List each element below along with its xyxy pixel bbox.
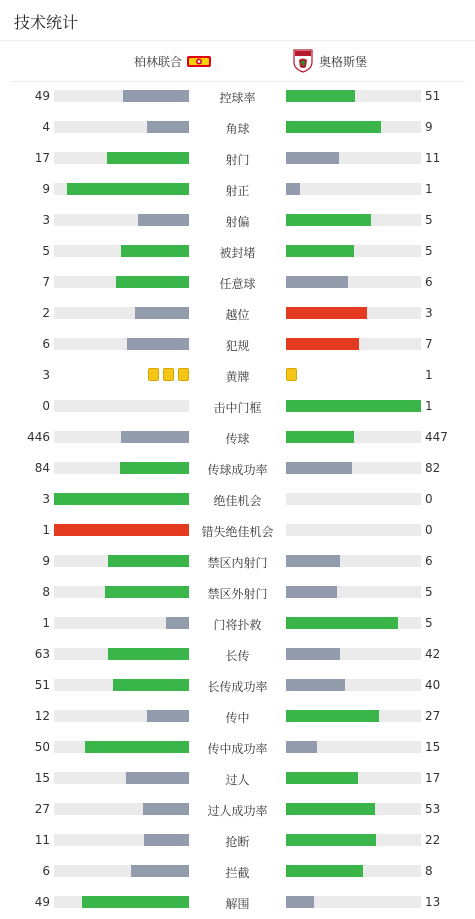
- away-value: 40: [425, 678, 441, 692]
- stat-row: [0, 670, 475, 701]
- stat-row: [0, 484, 475, 515]
- home-bar-track: [54, 617, 189, 629]
- away-bar-track: [286, 617, 421, 629]
- home-value: 11: [34, 833, 50, 847]
- home-bar-fill: [105, 586, 189, 598]
- home-bar-fill: [107, 152, 189, 164]
- away-bar-track: [286, 896, 421, 908]
- away-value: 5: [425, 244, 433, 258]
- away-bar-track: [286, 183, 421, 195]
- home-value: 1: [42, 523, 50, 537]
- away-bar-fill: [286, 276, 348, 288]
- home-value: 3: [42, 492, 50, 506]
- stat-row: [0, 763, 475, 794]
- stat-row: [0, 577, 475, 608]
- away-bar-fill: [286, 586, 337, 598]
- home-value: 446: [27, 430, 50, 444]
- away-value: 1: [425, 368, 433, 382]
- home-bar-fill: [131, 865, 189, 877]
- home-bar-fill: [108, 555, 189, 567]
- away-bar-track: [286, 865, 421, 877]
- away-bar-track: [286, 524, 421, 536]
- home-bar-track: [54, 710, 189, 722]
- home-bar-track: [54, 679, 189, 691]
- home-team-logo-icon: [187, 56, 211, 67]
- away-value: 8: [425, 864, 433, 878]
- home-value: 27: [34, 802, 50, 816]
- home-bar-track: [54, 896, 189, 908]
- home-bar-track: [54, 183, 189, 195]
- home-value: 15: [34, 771, 50, 785]
- away-bar-fill: [286, 555, 340, 567]
- away-bar-fill: [286, 400, 421, 412]
- home-value: 49: [34, 89, 50, 103]
- home-value: 4: [42, 120, 50, 134]
- away-value: 51: [425, 89, 441, 103]
- away-value: 0: [425, 523, 433, 537]
- away-bar-fill: [286, 183, 300, 195]
- home-bar-fill: [135, 307, 189, 319]
- away-bar-track: [286, 276, 421, 288]
- away-value: 1: [425, 182, 433, 196]
- home-bar-fill: [147, 710, 189, 722]
- home-value: 5: [42, 244, 50, 258]
- home-bar-fill: [143, 803, 189, 815]
- away-bar-track: [286, 741, 421, 753]
- home-bar-fill: [166, 617, 189, 629]
- stat-row: [0, 453, 475, 484]
- home-value: 1: [42, 616, 50, 630]
- stat-label: 禁区内射门: [207, 556, 268, 570]
- away-bar-fill: [286, 772, 358, 784]
- home-value: 3: [42, 213, 50, 227]
- away-bar-track: [286, 214, 421, 226]
- stat-label: 传球成功率: [207, 463, 268, 477]
- home-value: 51: [34, 678, 50, 692]
- home-bar-track: [54, 865, 189, 877]
- home-value: 49: [34, 895, 50, 909]
- stat-label: 长传成功率: [207, 680, 268, 694]
- home-bar-track: [54, 431, 189, 443]
- home-bar-track: [54, 555, 189, 567]
- away-value: 3: [425, 306, 433, 320]
- stat-label: 被封堵: [219, 246, 256, 260]
- stat-row: [0, 81, 475, 112]
- stat-row: [0, 391, 475, 422]
- away-bar-fill: [286, 741, 317, 753]
- yellow-card-icon: [163, 368, 174, 381]
- home-value: 8: [42, 585, 50, 599]
- yellow-card-icon: [148, 368, 159, 381]
- home-bar-fill: [113, 679, 189, 691]
- home-bar-track: [54, 586, 189, 598]
- away-bar-fill: [286, 710, 379, 722]
- stat-label: 过人成功率: [207, 804, 268, 818]
- away-bar-track: [286, 834, 421, 846]
- home-team[interactable]: [134, 53, 211, 70]
- home-value: 50: [34, 740, 50, 754]
- away-bar-fill: [286, 679, 345, 691]
- away-bar-fill: [286, 431, 354, 443]
- home-bar-fill: [138, 214, 189, 226]
- stat-row: [0, 205, 475, 236]
- away-bar-fill: [286, 834, 376, 846]
- away-bar-track: [286, 307, 421, 319]
- away-bar-fill: [286, 121, 381, 133]
- away-bar-track: [286, 679, 421, 691]
- away-value: 1: [425, 399, 433, 413]
- stat-row: [0, 515, 475, 546]
- home-team-name: 柏林联合: [133, 55, 182, 69]
- stat-row: [0, 825, 475, 856]
- home-bar-track: [54, 834, 189, 846]
- stat-row: [0, 298, 475, 329]
- away-yellow-cards: [286, 368, 297, 381]
- away-bar-fill: [286, 338, 359, 350]
- home-value: 9: [42, 554, 50, 568]
- home-bar-track: [54, 803, 189, 815]
- away-value: 0: [425, 492, 433, 506]
- stat-row: [0, 856, 475, 887]
- header-bar: [0, 0, 475, 41]
- away-value: 13: [425, 895, 441, 909]
- stat-row: [0, 732, 475, 763]
- away-bar-fill: [286, 245, 354, 257]
- away-bar-track: [286, 462, 421, 474]
- stat-label: 任意球: [219, 277, 256, 291]
- stat-label: 射偏: [225, 215, 250, 229]
- teams-header: [10, 41, 465, 82]
- stat-row: [0, 546, 475, 577]
- stat-row: [0, 360, 475, 391]
- home-value: 6: [42, 337, 50, 351]
- stat-label: 控球率: [219, 91, 256, 105]
- away-bar-fill: [286, 865, 363, 877]
- away-value: 53: [425, 802, 441, 816]
- stat-row: [0, 608, 475, 639]
- stat-label: 传中成功率: [207, 742, 268, 756]
- home-bar-fill: [144, 834, 189, 846]
- away-value: 17: [425, 771, 441, 785]
- stat-row: [0, 236, 475, 267]
- stat-label: 射门: [225, 153, 250, 167]
- away-bar-track: [286, 586, 421, 598]
- stat-label: 抢断: [225, 835, 250, 849]
- home-value: 84: [34, 461, 50, 475]
- away-bar-track: [286, 493, 421, 505]
- stat-label: 犯规: [225, 339, 250, 353]
- stat-row: [0, 267, 475, 298]
- away-value: 9: [425, 120, 433, 134]
- away-bar-track: [286, 121, 421, 133]
- away-bar-track: [286, 772, 421, 784]
- away-value: 11: [425, 151, 441, 165]
- home-bar-fill: [127, 338, 189, 350]
- away-value: 447: [425, 430, 448, 444]
- away-team-logo-icon: [293, 49, 313, 73]
- home-value: 12: [34, 709, 50, 723]
- home-bar-fill: [126, 772, 189, 784]
- stat-label: 角球: [225, 122, 250, 136]
- page-title: 技术统计: [14, 13, 79, 32]
- stat-label: 过人: [225, 773, 250, 787]
- home-bar-fill: [121, 245, 189, 257]
- stat-label: 拦截: [225, 866, 250, 880]
- home-bar-track: [54, 245, 189, 257]
- away-bar-fill: [286, 617, 398, 629]
- away-team-name: 奥格斯堡: [319, 54, 368, 69]
- away-bar-track: [286, 338, 421, 350]
- away-value: 6: [425, 554, 433, 568]
- stat-label: 长传: [225, 649, 250, 663]
- stat-label: 射正: [225, 184, 250, 198]
- home-bar-track: [54, 462, 189, 474]
- home-bar-track: [54, 121, 189, 133]
- away-team[interactable]: [293, 49, 367, 73]
- away-value: 7: [425, 337, 433, 351]
- stat-row: [0, 422, 475, 453]
- home-bar-fill: [120, 462, 189, 474]
- yellow-card-icon: [178, 368, 189, 381]
- stat-label: 禁区外射门: [207, 587, 268, 601]
- home-bar-track: [54, 648, 189, 660]
- home-bar-fill: [54, 493, 189, 505]
- away-bar-fill: [286, 90, 355, 102]
- home-bar-track: [54, 741, 189, 753]
- home-bar-track: [54, 90, 189, 102]
- away-bar-track: [286, 710, 421, 722]
- away-value: 82: [425, 461, 441, 475]
- away-bar-track: [286, 152, 421, 164]
- home-bar-fill: [54, 524, 189, 536]
- home-bar-track: [54, 152, 189, 164]
- stat-row: [0, 112, 475, 143]
- stat-label: 绝佳机会: [213, 494, 262, 508]
- home-value: 0: [42, 399, 50, 413]
- away-bar-track: [286, 400, 421, 412]
- stat-row: [0, 639, 475, 670]
- home-value: 6: [42, 864, 50, 878]
- away-bar-fill: [286, 462, 352, 474]
- home-bar-fill: [147, 121, 189, 133]
- away-bar-track: [286, 431, 421, 443]
- away-value: 6: [425, 275, 433, 289]
- away-value: 5: [425, 585, 433, 599]
- home-value: 2: [42, 306, 50, 320]
- away-bar-track: [286, 90, 421, 102]
- stat-row: [0, 329, 475, 360]
- away-value: 5: [425, 616, 433, 630]
- home-value: 3: [42, 368, 50, 382]
- home-bar-track: [54, 338, 189, 350]
- away-value: 15: [425, 740, 441, 754]
- stat-row: [0, 887, 475, 918]
- home-bar-fill: [123, 90, 189, 102]
- stat-label: 传中: [225, 711, 250, 725]
- home-bar-track: [54, 214, 189, 226]
- away-bar-track: [286, 648, 421, 660]
- away-value: 27: [425, 709, 441, 723]
- home-yellow-cards: [148, 368, 189, 381]
- home-bar-fill: [85, 741, 189, 753]
- stat-row: [0, 701, 475, 732]
- stat-label: 解围: [225, 897, 250, 911]
- away-value: 22: [425, 833, 441, 847]
- stat-label: 错失绝佳机会: [201, 525, 274, 539]
- yellow-card-icon: [286, 368, 297, 381]
- stat-label: 击中门框: [213, 401, 262, 415]
- away-bar-track: [286, 245, 421, 257]
- home-bar-fill: [82, 896, 189, 908]
- away-bar-fill: [286, 803, 375, 815]
- stat-label: 黄牌: [225, 370, 250, 384]
- home-bar-track: [54, 307, 189, 319]
- home-bar-fill: [108, 648, 189, 660]
- stat-row: [0, 143, 475, 174]
- stat-label: 传球: [225, 432, 250, 446]
- away-bar-track: [286, 803, 421, 815]
- home-bar-track: [54, 493, 189, 505]
- home-bar-track: [54, 276, 189, 288]
- home-bar-track: [54, 524, 189, 536]
- away-value: 5: [425, 213, 433, 227]
- home-bar-fill: [67, 183, 189, 195]
- stat-row: [0, 174, 475, 205]
- stat-label: 门将扑救: [213, 618, 262, 632]
- home-bar-track: [54, 772, 189, 784]
- home-value: 9: [42, 182, 50, 196]
- away-bar-fill: [286, 152, 339, 164]
- away-bar-fill: [286, 214, 371, 226]
- home-value: 7: [42, 275, 50, 289]
- home-bar-track: [54, 400, 189, 412]
- home-bar-fill: [121, 431, 189, 443]
- home-bar-fill: [116, 276, 189, 288]
- stat-row: [0, 794, 475, 825]
- away-bar-track: [286, 555, 421, 567]
- away-bar-fill: [286, 307, 367, 319]
- home-value: 63: [34, 647, 50, 661]
- away-bar-fill: [286, 648, 340, 660]
- home-value: 17: [34, 151, 50, 165]
- stat-label: 越位: [225, 308, 250, 322]
- away-value: 42: [425, 647, 441, 661]
- away-bar-fill: [286, 896, 314, 908]
